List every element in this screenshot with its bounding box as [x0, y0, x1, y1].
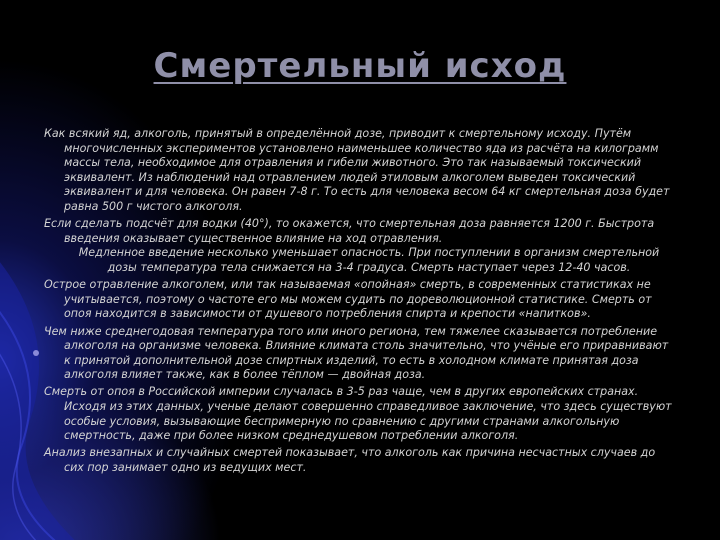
paragraph-acute-poisoning — [44, 278, 674, 322]
paragraph-text: Смерть от опоя в Российской империи случалась в 3-5 раз чаще, чем в других европейских странах. Исходя из этих данных, ученые делают совершенно справедливое заключение, что здесь существуют особые условия, вызывающие беспримерную по сравнению с другими странами алкогольную смертность, даже при более низком среднедушевом потреблении алкоголя. — [44, 385, 672, 443]
bullet-dot — [33, 350, 39, 356]
paragraph-toxic-equivalent — [44, 127, 674, 215]
slide-title: Смертельный исход — [153, 46, 567, 86]
paragraph-text: Острое отравление алкоголем, или так называемая «опойная» смерть, в современных статистиках не учитывается, поэтому о частоте его мы можем судить по дореволюционной статистике. Смерть от опоя находится в зависимости от душевого потребления спирта и крепости «напитков». — [44, 278, 652, 321]
paragraph-text: Анализ внезапных и случайных смертей показывает, что алкоголь как причина несчастных случаев до сих пор занимает одно из ведущих мест. — [44, 446, 656, 475]
paragraph-climate — [44, 325, 674, 383]
paragraph-text: Как всякий яд, алкоголь, принятый в определённой дозе, приводит к смертельному исходу. Путём многочисленных экспериментов установлено наименьшее количество яда из расчёта на килограмм массы тела, необходимое для отравления и гибели животного. Это так называемый токсический эквивалент. Из наблюдений над отравлением людей этиловым алкоголем выведен токсический эквивалент и для человека. Он равен 7-8 г. То есть для человека весом 64 кг смертельная доза будет равна 500 г чистого алкоголя. — [44, 127, 670, 213]
slide-body — [44, 127, 674, 478]
paragraph-text: Чем ниже среднегодовая температура того или иного региона, тем тяжелее сказывается потребление алкоголя на организме человека. Влияние климата столь значительно, что учёные его приравнивают к принятой дополнительной дозе спиртных изделий, то есть в холодном климате принятая доза алкоголя влияет также, как в более тёплом — двойная доза. — [44, 324, 669, 382]
paragraph-text: Если сделать подсчёт для водки (40°), то окажется, что смертельная доза равняется 1200 г. Быстрота введения оказывает существенное влияние на ход отравления. — [44, 217, 655, 245]
paragraph-accidental-deaths — [44, 446, 674, 475]
paragraph-vodka-dose — [44, 217, 674, 275]
paragraph-russian-empire — [44, 385, 674, 443]
paragraph-continuation: Медленное введение несколько уменьшает опасность. При поступлении в организм смертельной дозы температура тела снижается на 3-4 градуса. Смерть наступает через 12-40 часов. — [78, 246, 660, 274]
